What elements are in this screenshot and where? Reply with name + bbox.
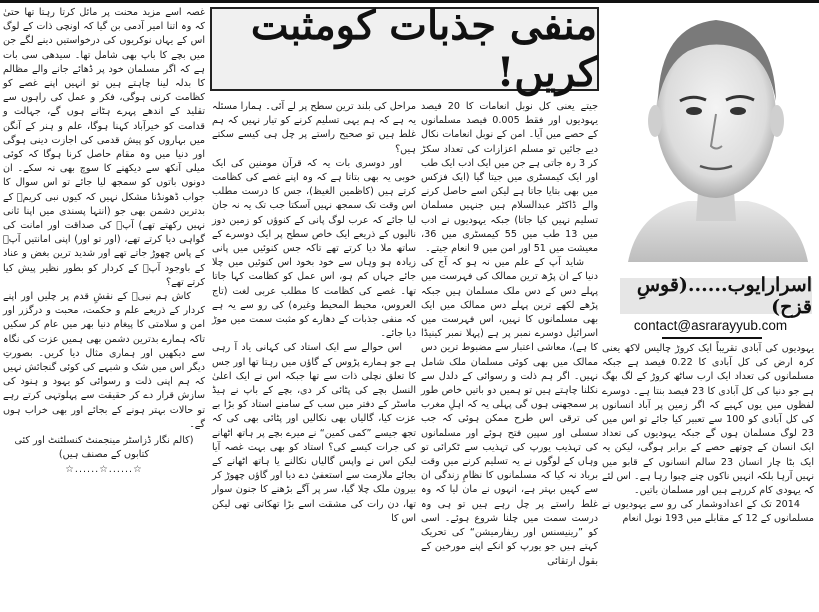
author-footer-note: (کالم نگار ڈزاسٹر مینجمنٹ کنسلٹنٹ اور کئی کتابوں کے مصنف ہیں) [14,435,194,461]
author-email[interactable]: contact@asrarayyub.com [633,318,788,333]
byline-box [620,274,812,318]
email-underline-rule [662,337,762,339]
column-2 [421,100,598,569]
column-1-paragraph-2: 2014 تک کے اعدادوشمار کی رو سے یہودیوں نے مسلمانوں کے 12 کے مقابلے میں 193 نوبل انعام [602,499,814,525]
headline-box [210,2,599,96]
author-photo [618,6,814,262]
article-headline: منفی جذبات کومثبت کریں! [250,2,597,96]
column-4 [3,6,205,477]
column-4-paragraph-1: غصہ اسے مزید محنت پر مائل کرتا رہتا تھا حتیٰ کہ وہ اتنا امیر آدمی بن گیا کہ اونچی ذات کے لوگ اس کے یہاں نوکریوں کی درخواستیں دینے لگے جن میں بچے کا باپ بھی شامل تھا۔ سیدھی سی بات ہے کہ اگر مسلمان خود پر ڈھائے جانے والے مظالم کا بدلہ لینا چاہتے ہیں تو انہیں اپنے غصے کو کظامت کرنی ہوگی، فکر و عمل کی راہوں سے تقلید کے اندھے پہرے ہٹانے ہوں گے، جہالت و قدامت کو خیرآباد کہنا ہوگا، علم و ہنر کے آنگن میں بہاروں کو پیش قدمی کی اجازت دینی ہوگی اور دنیا میں وہ مقام حاصل کرنا ہوگا کہ کوئی میلی آنکھ سے دیکھنے کا سوچ بھی نہ سکے۔ ان دونوں باتوں کو سمجھ لیا جائے تو اس سوال کا جواب ڈھونڈنا مشکل نہیں کہ کیوں نبی کریمؐ کے بدترین دشمن بھی جو (انتہا پسندی میں اپنا ثانی نہیں رکھتے تھے) آپؐ کی صداقت اور امانت کی گواہی دیا کرتے تھے، (اور تو اور) اپنی امانتیں آپؐ کے پاس چھوڑ جاتے تھے اور شدید ترین بغض و عناد کے باوجود آپؐ کے کردار کو بطور نظیر پیش کیا کرتے تھے؟ [3,7,205,288]
column-3-paragraph-3: اس حوالے سے ایک استاد کی کہانی یاد آ رہی ہے جو ہمارے پڑوس کے گاؤں میں رہتا تھا اور جس کا تعلق نچلی ذات سے تھا جبکہ اس نے ایک اعلیٰ النسل بچے کی پٹائی کر دی، بچے کے باپ نے ہیڈ ماسٹر کے دفتر میں سب کے سامنے استاد کو بڑا بے عزت کیا، گالیاں بھی نکالیں اور پٹائی بھی کی کہ تجھ جیسے ”کمی کمین“ نے میرے بچے پر ہاتھ اٹھانے کی جرات کیسے کی؟ استاد کو بھی بہت غصہ آیا لیکن اس نے واپس گالیاں نکالنے یا ہاتھ اٹھانے کے بجائے ملازمت سے استعفیٰ دے دیا اور گاؤں چھوڑ کر بیرون ملک چلا گیا، سر پر آگے بڑھنے کا جنون سوار تھا، دن رات کی مشقت اسے بڑا تھکاتی تھی لیکن اس کا [212,342,416,524]
column-3-paragraph-2: اور دوسری بات یہ کہ قرآن مومنین کی ایک خوبی یہ بھی بتاتا ہے کہ وہ اپنے غصے کی کظامت کرتے ہیں (کاظمین الغیظ)، جس کا درست مطلب اس وقت تک سمجھ نہیں آسکتا جب تک یہ نہ جان لیا جائے کہ عرب لوگ پانی کے کنوؤں کو زمین دوز نالیوں کے ذریعے ایک خاص سطح پر ایک دوسرے کے ساتھ ملا دیا کرتے تھے تاکہ جس کنوئیں میں پانی زیادہ ہو وہاں سے خود بخود اس کنوئیں میں چلا جائے جہاں کم ہو، اس عمل کو کظامت کہا جاتا تھا۔ غصے کی کظامت کا مطلب عربی لغت (تاج العروس، محیط المحیط وغیرہ) کی رو سے یہ ہے کہ منفی جذبات کے دھارے کو مثبت سمت میں موڑ دیا جائے۔ [212,157,416,340]
column-4-paragraph-2: کاش ہم نبیؐ کے نقشِ قدم پر چلیں اور اپنے کردار کے ذریعے علم و حکمت، محبت و درگزر اور امن و سلامتی کا پیغام دنیا بھر میں عام کر سکیں تاکہ ہمارے بدترین دشمن بھی ہمیں عزت کی نگاہ سے دیکھیں اور ہماری مثال دیا کریں۔ بصورتِ دیگر اس میں شک و شبہے کی کوئی گنجائش نہیں کہ ہم اپنی ذلت و رسوائی کو یہود و ہنود کی سازش قرار دے کر حقیقت سے پہلوتہی کرتے رہے تو حالات بہتر ہونے کے بجائے اور بھی خراب ہوں گے۔ [3,291,205,430]
column-2-paragraph-1: جیتے یعنی کل نوبل انعامات کا 20 فیصد یہودیوں اور فقط 0.005 فیصد مسلمانوں کے حصے میں آیا۔ امن کے نوبل انعامات نکال دیے جائیں تو مسلم اعزازات کی تعداد سکڑ کر 3 رہ جاتی ہے جن میں ایک ادب ایک طب اور ایک کیمسٹری میں جیتا گیا (ایک فزکس میں بھی بتایا جاتا ہے لیکن اسے حاصل کرنے والے ڈاکٹر عبدالسلام ہیں جنہیں مسلمان تسلیم نہیں کیا جاتا) جبکہ یہودیوں نے ادب میں 13 طب میں 55 کیمسٹری میں 36، معیشت میں 51 اور امن میں 9 انعام جیتے۔ [421,101,599,255]
column-1 [602,342,814,527]
column-3-paragraph-1: مراحل کی بلند ترین سطح پر لے آئی۔ ہمارا مسئلہ یہ ہے کہ ہم یہی تسلیم کرنے کو تیار نہیں کہ ہم غلط ہیں تو صحیح راستے پر چل ہی کیسے سکتے ہیں؟ [212,101,416,155]
column-3 [212,100,416,526]
end-of-article-stars: ☆......☆......☆ [65,463,143,475]
column-2-paragraph-2: شاید آپ کے علم میں نہ ہو کہ آج کی دنیا کے ان پڑھ ترین ممالک کی فہرست میں پہلے دس کے دس ملک مسلمان ہیں جبکہ پڑھے لکھے ترین پہلے دس ممالک میں ایک بھی مسلمانوں کا نہیں، اس فہرست میں اسرائیل دوسرے نمبر پر ہے (پہلا نمبر کینیڈا کا ہے)، معاشی اعتبار سے مضبوط ترین دس ممالک میں بھی کوئی مسلمان ملک شامل نہیں۔ اگر ہم ذلت و رسوائی کے دلدل سے نکلنا چاہتے ہیں تو ہمیں دو باتیں خاص طور پر سمجھنی ہوں گی پہلی یہ کہ اہلِ مغرب کی ترقی اس طرح ممکن ہوئی کہ جب سسلی اور سپین فتح ہوئے اور مسلمانوں کی تہذیب یورپ کی تہذیب سے ٹکرائی تو وہاں کے لوگوں نے یہ تسلیم کرنے میں وقت برباد نہ کیا کہ مسلمانوں کا نظامِ زندگی ان سے کہیں بہتر ہے، انہوں نے مان لیا کہ وہ غلط راستے پر چل رہے ہیں تو ہی وہ درست سمت میں چلنا شروع ہوئے۔ اسی کو ”رینیسنس اور ریفارمیشن“ کی تحریک کہتے ہیں جو یورپ کو انکے اپنے مورخین کے بقول ارتقائی [421,257,598,567]
author-portrait-icon [618,6,814,262]
author-byline: اسرارایوب......(قوسِ قزح) [636,274,812,318]
column-1-paragraph-1: یہودیوں کی آبادی تقریباً ایک کروڑ چالیس لاکھ یعنی کرہ ارض کی کل آبادی کا 0.22 فیصد ہے جبکہ مسلمانوں کی تعداد ایک ارب ساٹھ کروڑ کے لگ بھگ ہے جو دنیا کی کل آبادی کا 23 فیصد بنتا ہے۔ دوسرے لفظوں میں یوں کہیے کہ اگر زمین پر آباد انسانوں کی کل آبادی کو 100 سے تعبیر کیا جائے تو اس میں 23 لوگ مسلمان ہوں گے جبکہ یہودیوں کی تعداد ایک انسان کے چوتھے حصے کے برابر ہوگی، لیکن یہ ایک بٹا چار انسان 23 سالم انسانوں کے قابو میں نہیں آرہا بلکہ انہیں ناکوں چنے چبوا رہا ہے۔ اس لئے کہ یہودی کام کررہے ہیں اور مسلمان باتیں۔ [602,343,815,497]
